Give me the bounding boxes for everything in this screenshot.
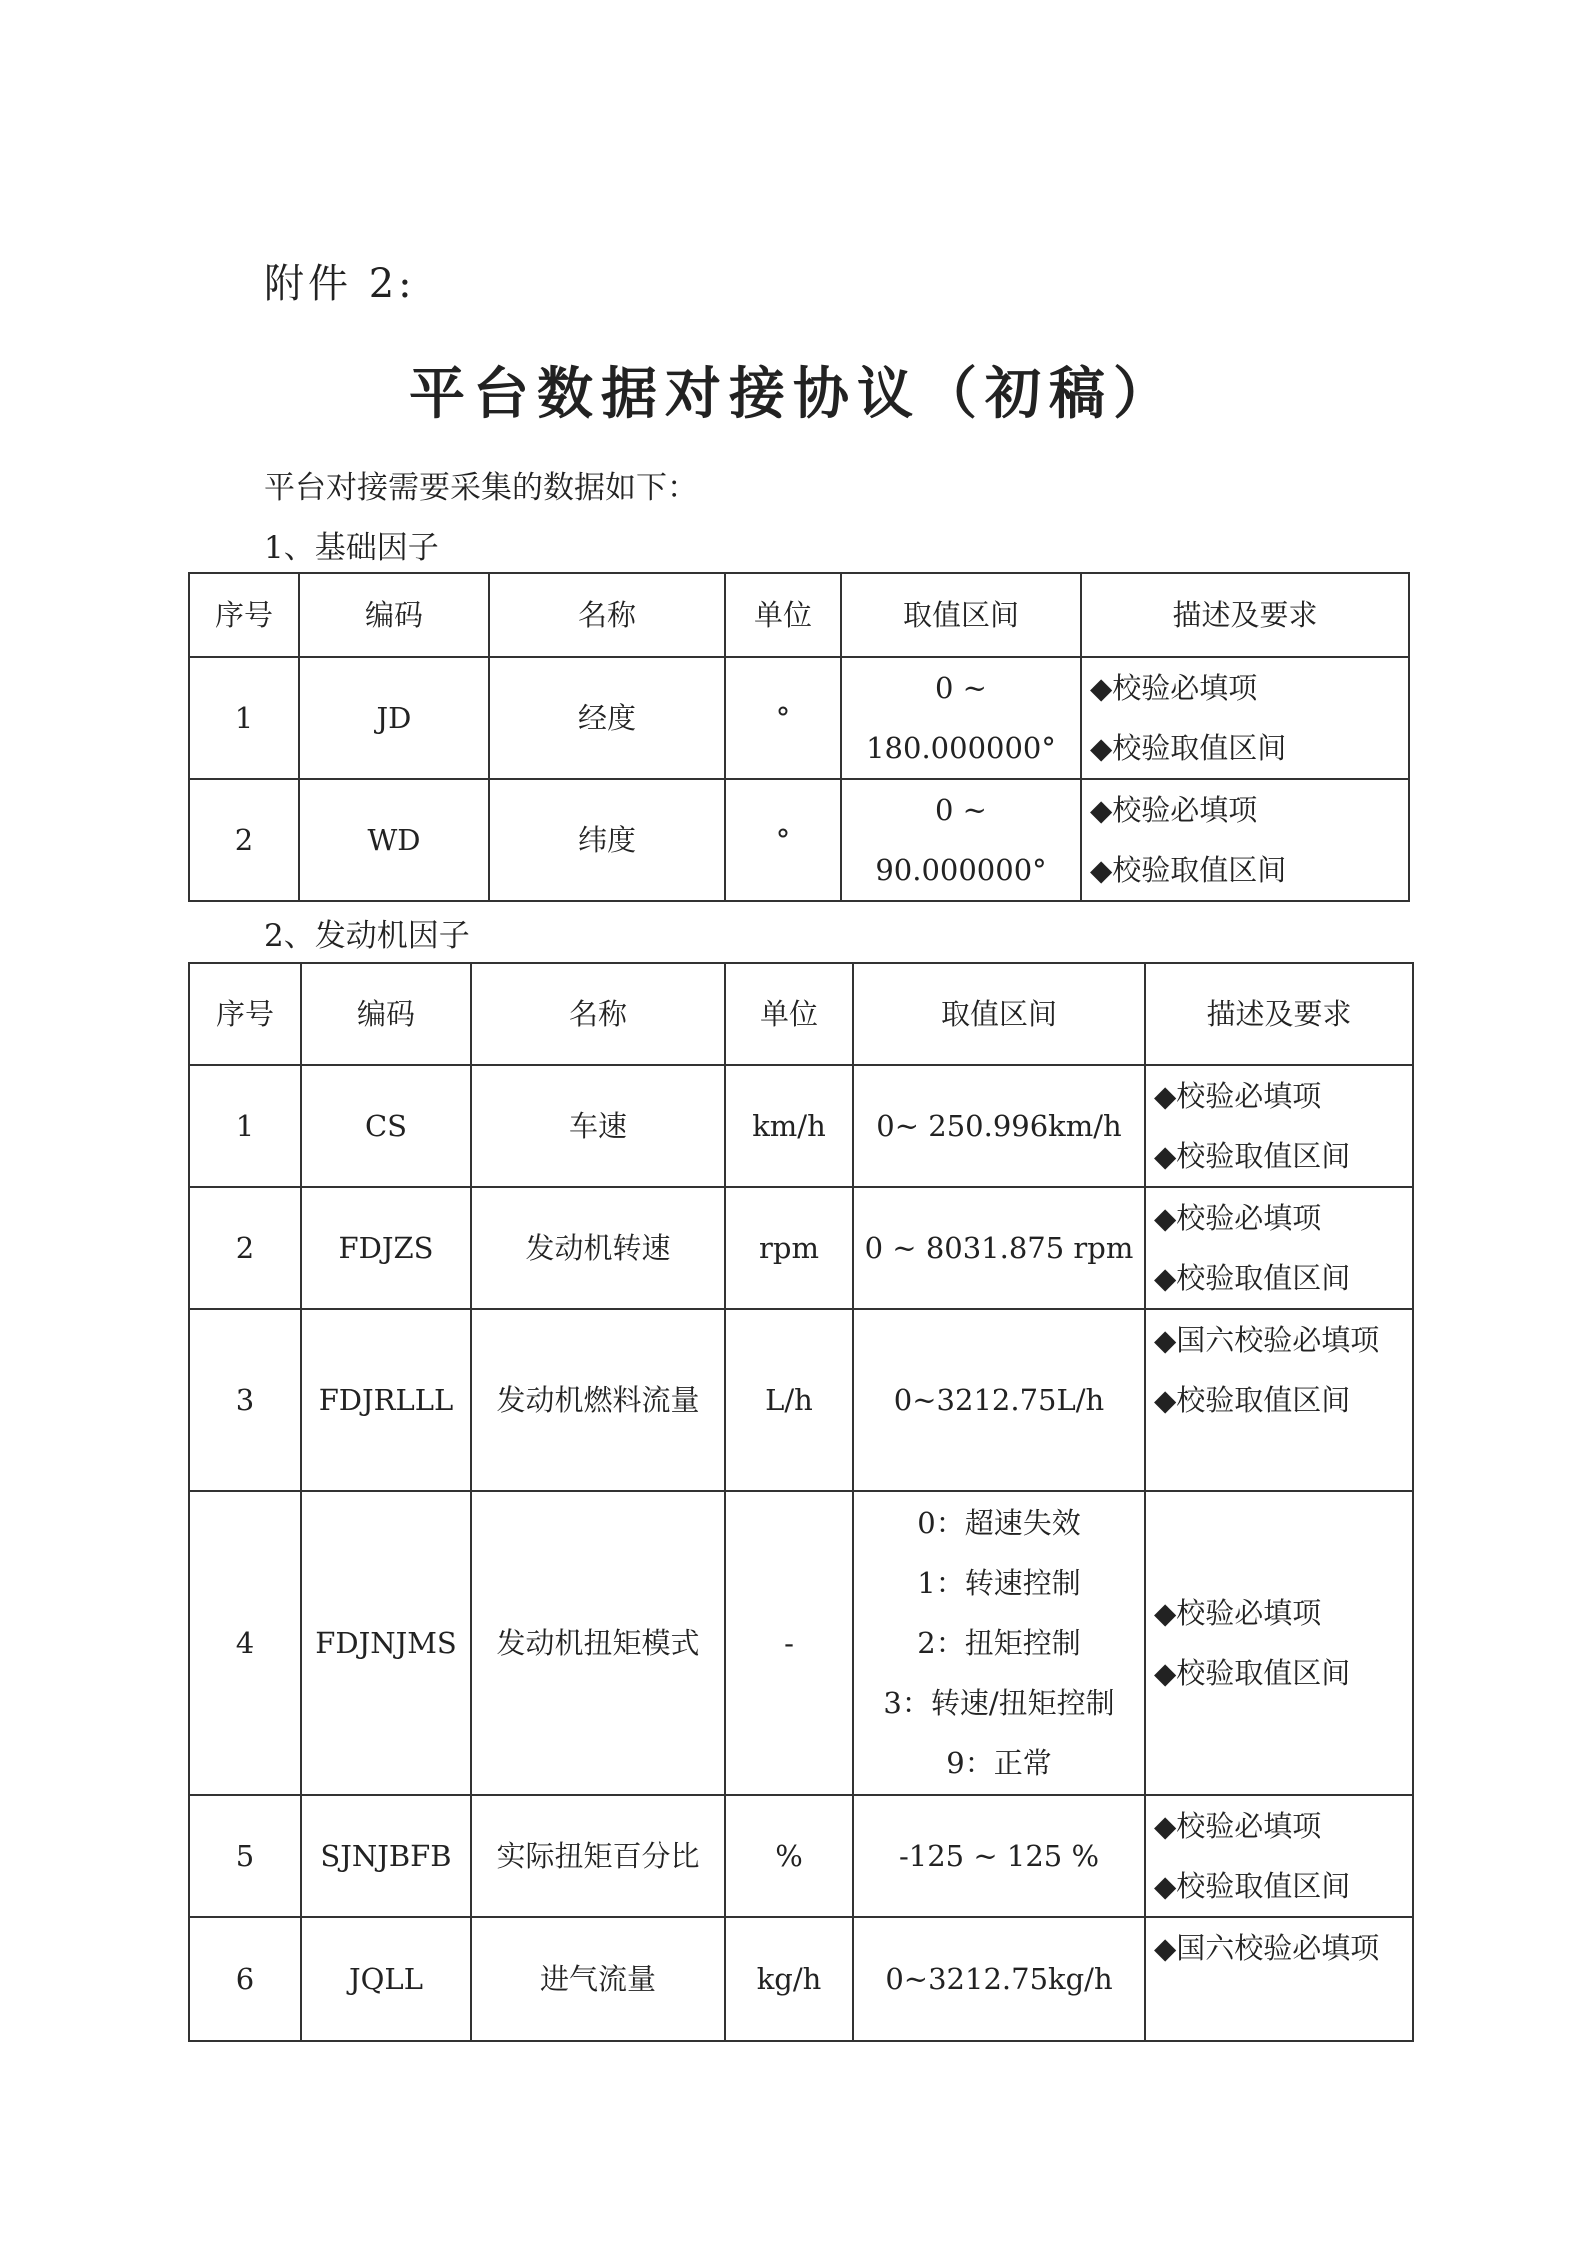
document-title: 平台数据对接协议（初稿） bbox=[409, 362, 1177, 427]
cell-name: 经度 bbox=[489, 657, 725, 779]
section1-heading: 1、基础因子 bbox=[264, 530, 439, 566]
cell-code: FDJRLLL bbox=[301, 1309, 471, 1491]
col-header-range: 取值区间 bbox=[841, 573, 1081, 657]
cell-unit: - bbox=[725, 1491, 853, 1795]
cell-name: 发动机扭矩模式 bbox=[471, 1491, 725, 1795]
col-header-req: 描述及要求 bbox=[1081, 573, 1409, 657]
cell-no: 2 bbox=[189, 779, 299, 901]
col-header-no: 序号 bbox=[189, 573, 299, 657]
cell-unit: kg/h bbox=[725, 1917, 853, 2041]
cell-name: 发动机燃料流量 bbox=[471, 1309, 725, 1491]
cell-range: 0~3212.75kg/h bbox=[853, 1917, 1145, 2041]
req-line: ◆校验必填项 bbox=[1090, 671, 1258, 705]
cell-req bbox=[1145, 1917, 1413, 2041]
table-row bbox=[189, 1309, 1413, 1491]
col-header-no: 序号 bbox=[189, 963, 301, 1065]
cell-name: 纬度 bbox=[489, 779, 725, 901]
cell-unit: L/h bbox=[725, 1309, 853, 1491]
col-header-range: 取值区间 bbox=[853, 963, 1145, 1065]
cell-req bbox=[1145, 1309, 1413, 1491]
table-row bbox=[189, 1491, 1413, 1795]
cell-range: 0~ 250.996km/h bbox=[853, 1065, 1145, 1187]
cell-no: 3 bbox=[189, 1309, 301, 1491]
req-line: ◆校验取值区间 bbox=[1090, 731, 1287, 765]
col-header-code: 编码 bbox=[299, 573, 489, 657]
engine-factors-table bbox=[188, 962, 1414, 2042]
col-header-name: 名称 bbox=[489, 573, 725, 657]
req-line: ◆国六校验必填项 bbox=[1154, 1323, 1380, 1357]
table-header-row bbox=[189, 963, 1413, 1065]
range-option: 3：转速/扭矩控制 bbox=[883, 1686, 1115, 1720]
req-line: ◆校验取值区间 bbox=[1154, 1139, 1351, 1173]
cell-req bbox=[1145, 1187, 1413, 1309]
table-row bbox=[189, 1065, 1413, 1187]
cell-code: FDJZS bbox=[301, 1187, 471, 1309]
table-header-row bbox=[189, 573, 1409, 657]
cell-unit: km/h bbox=[725, 1065, 853, 1187]
req-line: ◆校验取值区间 bbox=[1154, 1656, 1351, 1690]
cell-no: 5 bbox=[189, 1795, 301, 1917]
cell-name: 发动机转速 bbox=[471, 1187, 725, 1309]
cell-unit: rpm bbox=[725, 1187, 853, 1309]
cell-req bbox=[1145, 1795, 1413, 1917]
req-line: ◆校验取值区间 bbox=[1154, 1261, 1351, 1295]
cell-name: 车速 bbox=[471, 1065, 725, 1187]
range-option: 1：转速控制 bbox=[917, 1566, 1081, 1600]
req-line: ◆校验取值区间 bbox=[1154, 1869, 1351, 1903]
cell-no: 2 bbox=[189, 1187, 301, 1309]
cell-code: CS bbox=[301, 1065, 471, 1187]
req-line: ◆校验必填项 bbox=[1154, 1201, 1322, 1235]
cell-req bbox=[1145, 1065, 1413, 1187]
basic-factors-table bbox=[188, 572, 1410, 902]
col-header-req: 描述及要求 bbox=[1145, 963, 1413, 1065]
cell-range: 0 ~ 180.000000° bbox=[841, 657, 1081, 779]
req-line: ◆国六校验必填项 bbox=[1154, 1931, 1380, 1965]
req-line: ◆校验必填项 bbox=[1090, 793, 1258, 827]
col-header-unit: 单位 bbox=[725, 573, 841, 657]
cell-unit: ° bbox=[725, 657, 841, 779]
table-row bbox=[189, 779, 1409, 901]
cell-name: 实际扭矩百分比 bbox=[471, 1795, 725, 1917]
cell-range: 0 ~ 8031.875 rpm bbox=[853, 1187, 1145, 1309]
cell-code: JQLL bbox=[301, 1917, 471, 2041]
col-header-unit: 单位 bbox=[725, 963, 853, 1065]
cell-range: 0 ~ 90.000000° bbox=[841, 779, 1081, 901]
cell-range-multiline bbox=[853, 1491, 1145, 1795]
cell-code: SJNJBFB bbox=[301, 1795, 471, 1917]
col-header-code: 编码 bbox=[301, 963, 471, 1065]
req-line: ◆校验取值区间 bbox=[1154, 1383, 1351, 1417]
range-option: 0：超速失效 bbox=[917, 1506, 1081, 1540]
cell-code: JD bbox=[299, 657, 489, 779]
cell-req bbox=[1145, 1491, 1413, 1795]
table-row bbox=[189, 1187, 1413, 1309]
table-row bbox=[189, 1917, 1413, 2041]
range-option: 2：扭矩控制 bbox=[917, 1626, 1081, 1660]
req-line: ◆校验必填项 bbox=[1154, 1596, 1322, 1630]
req-line: ◆校验必填项 bbox=[1154, 1079, 1322, 1113]
cell-no: 1 bbox=[189, 1065, 301, 1187]
cell-range: -125 ~ 125 % bbox=[853, 1795, 1145, 1917]
col-header-name: 名称 bbox=[471, 963, 725, 1065]
req-line: ◆校验取值区间 bbox=[1090, 853, 1287, 887]
cell-no: 6 bbox=[189, 1917, 301, 2041]
cell-unit: ° bbox=[725, 779, 841, 901]
cell-no: 1 bbox=[189, 657, 299, 779]
intro-text: 平台对接需要采集的数据如下： bbox=[264, 470, 698, 506]
attachment-label: 附件 2: bbox=[264, 261, 416, 307]
cell-name: 进气流量 bbox=[471, 1917, 725, 2041]
cell-range: 0~3212.75L/h bbox=[853, 1309, 1145, 1491]
table-row bbox=[189, 1795, 1413, 1917]
cell-code: FDJNJMS bbox=[301, 1491, 471, 1795]
table-row bbox=[189, 657, 1409, 779]
cell-req bbox=[1081, 657, 1409, 779]
range-option: 9：正常 bbox=[946, 1746, 1052, 1780]
req-line: ◆校验必填项 bbox=[1154, 1809, 1322, 1843]
cell-no: 4 bbox=[189, 1491, 301, 1795]
cell-code: WD bbox=[299, 779, 489, 901]
cell-req bbox=[1081, 779, 1409, 901]
section2-heading: 2、发动机因子 bbox=[264, 918, 470, 954]
cell-unit: % bbox=[725, 1795, 853, 1917]
